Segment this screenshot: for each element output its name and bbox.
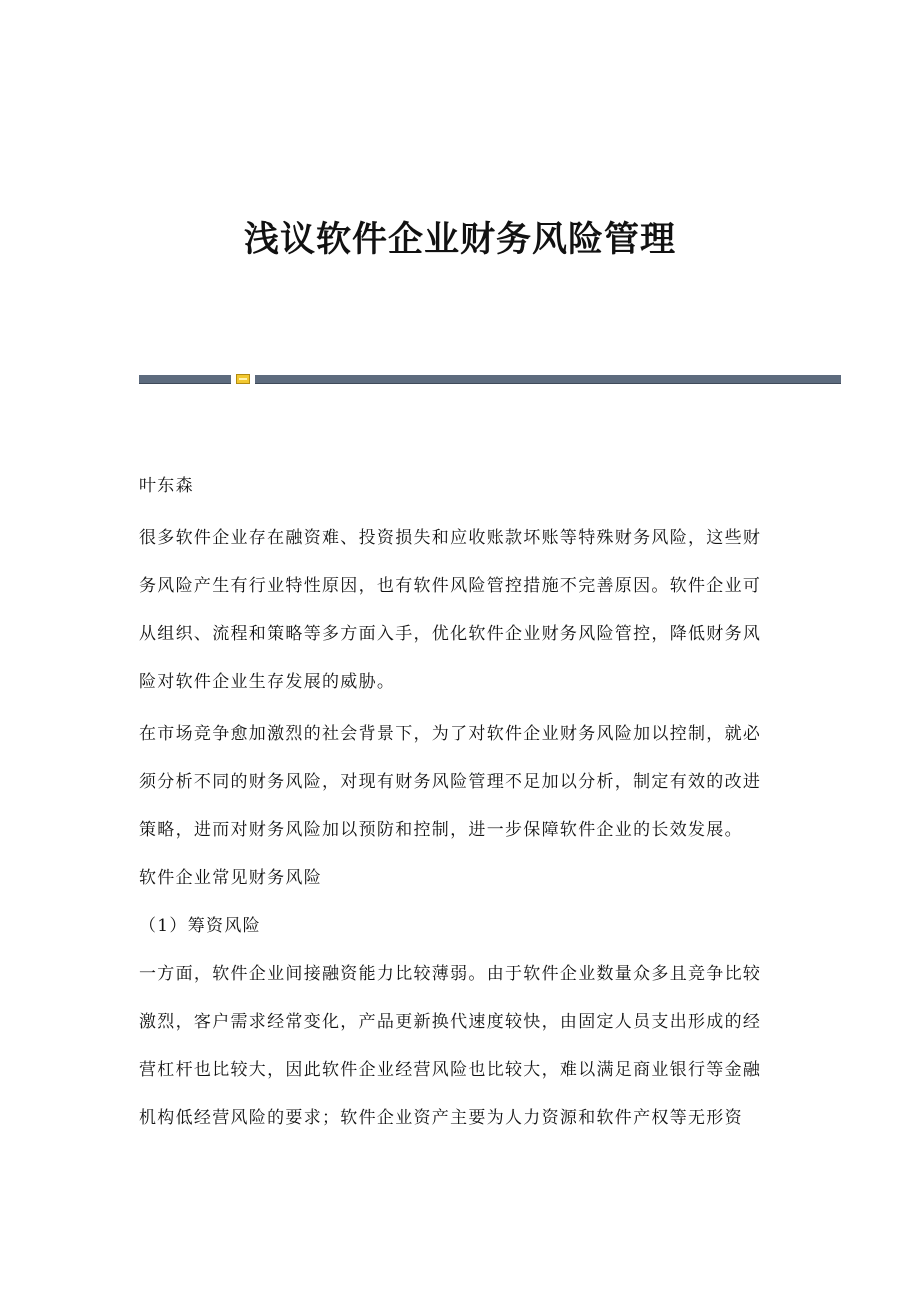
author-name: 叶东森 <box>139 476 194 496</box>
divider-ornament-icon <box>236 374 250 384</box>
subsection-heading: （1）筹资风险 <box>139 916 261 936</box>
abstract-paragraph: 很多软件企业存在融资难、投资损失和应收账款坏账等特殊财务风险，这些财务风险产生有行业特性原因，也有软件风险管控措施不完善原因。软件企业可从组织、流程和策略等多方面入手，优化软件企业财务风险管控，降低财务风险对软件企业生存发展的威胁。 <box>139 528 762 692</box>
title-divider <box>139 374 841 384</box>
section-heading: 软件企业常见财务风险 <box>139 868 322 888</box>
intro-paragraph: 在市场竞争愈加激烈的社会背景下，为了对软件企业财务风险加以控制，就必须分析不同的财务风险，对现有财务风险管理不足加以分析，制定有效的改进策略，进而对财务风险加以预防和控制，进一步保障软件企业的长效发展。 <box>139 724 762 840</box>
body-paragraph: 一方面，软件企业间接融资能力比较薄弱。由于软件企业数量众多且竞争比较激烈，客户需求经常变化，产品更新换代速度较快，由固定人员支出形成的经营杠杆也比较大，因此软件企业经营风险也比较大，难以满足商业银行等金融机构低经营风险的要求；软件企业资产主要为人力资源和软件产权等无形资 <box>139 964 762 1128</box>
document-body <box>139 462 779 1142</box>
document-title: 浅议软件企业财务风险管理 <box>243 219 676 260</box>
divider-bar-right <box>255 375 841 384</box>
divider-bar-left <box>139 375 231 384</box>
